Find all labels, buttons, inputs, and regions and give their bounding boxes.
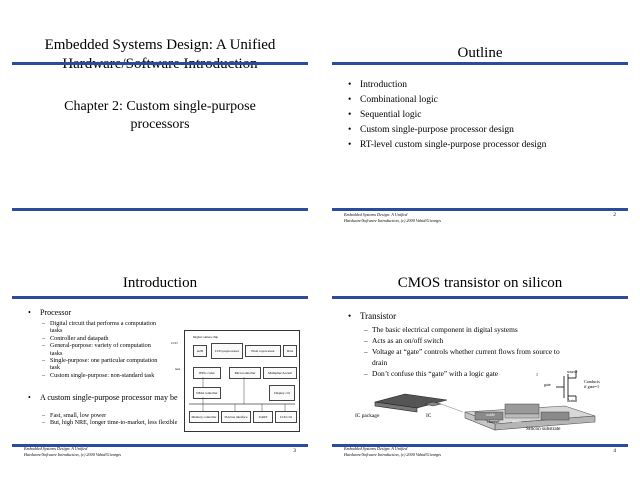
list-item: – General-purpose: variety of computation tasks bbox=[40, 342, 160, 357]
memctrl-block: Memory controller bbox=[189, 411, 219, 423]
slide-2 bbox=[320, 0, 640, 247]
slide-3 bbox=[0, 248, 320, 495]
divider-top bbox=[12, 62, 308, 65]
drain-label: drain bbox=[512, 419, 521, 424]
lens-label: lens bbox=[175, 367, 181, 371]
list-item: – Fast, small, low power bbox=[40, 412, 180, 419]
divider-bottom bbox=[12, 208, 308, 211]
pixel-block: Pixel coprocessor bbox=[245, 345, 281, 357]
chip-title: Digital camera chip bbox=[193, 335, 219, 339]
list-item: – Custom single-purpose: non-standard task bbox=[40, 372, 160, 379]
sub-list bbox=[40, 412, 180, 427]
divider-top bbox=[12, 296, 308, 299]
ic-package-label: IC package bbox=[355, 413, 380, 419]
slide-4-title: CMOS transistor on silicon bbox=[397, 275, 563, 291]
a2d-block: A2D bbox=[193, 345, 207, 357]
list-item: – Acts as an on/off switch bbox=[362, 335, 572, 346]
ccdpp-block: CCD preprocessor bbox=[211, 343, 243, 359]
list-item: • Introduction bbox=[348, 78, 546, 93]
list-item: – Controller and datapath bbox=[40, 335, 160, 342]
list-item: – Digital circuit that performs a computation tasks bbox=[40, 320, 160, 335]
channel-label: channel bbox=[487, 419, 500, 424]
slide-footer bbox=[24, 446, 121, 458]
list-item: – The basic electrical component in digital systems bbox=[362, 324, 572, 335]
list-item: • Processor bbox=[28, 308, 71, 318]
source-label: source bbox=[462, 419, 473, 424]
footer-line-1: Embedded Systems Design: A Unified bbox=[344, 212, 408, 217]
divider-top bbox=[332, 296, 628, 299]
page-number: 2 bbox=[613, 212, 616, 218]
list-item: – Single-purpose: one particular computation task bbox=[40, 357, 160, 372]
slide-1 bbox=[0, 0, 320, 247]
d2a-block: D2A bbox=[283, 345, 297, 357]
slide-3-title: Introduction bbox=[122, 275, 198, 291]
list-item: – Don’t confuse this “gate” with a logic gate bbox=[362, 368, 572, 379]
micro-block: Microcontroller bbox=[229, 367, 261, 379]
gate-value-label: 1 bbox=[536, 372, 538, 377]
chapter-line-2: processors bbox=[130, 117, 190, 132]
bullet-list bbox=[348, 310, 396, 322]
slide-footer bbox=[344, 446, 441, 458]
slide-4 bbox=[320, 248, 640, 495]
slide-2-title: Outline bbox=[457, 45, 503, 61]
silicon-cross-section bbox=[355, 382, 610, 432]
slide-footer bbox=[344, 212, 441, 224]
gate-symbol-label: gate bbox=[544, 382, 551, 387]
ccd-label: CCD bbox=[171, 341, 178, 345]
footer-line-1: Embedded Systems Design: A Unified bbox=[24, 446, 88, 451]
sub-list bbox=[40, 320, 160, 379]
display-block: Display ctrl bbox=[269, 385, 295, 401]
slide-1-title bbox=[20, 36, 300, 74]
source-symbol-label: source bbox=[567, 369, 578, 374]
list-item: – But, high NRE, longer time-to-market, less flexible bbox=[40, 419, 180, 426]
footer-line-1: Embedded Systems Design: A Unified bbox=[344, 446, 408, 451]
bullet-list bbox=[28, 308, 71, 318]
list-item: • Custom single-purpose processor design bbox=[348, 123, 546, 138]
list-item: – Voltage at “gate” controls whether current flows from source to drain bbox=[362, 346, 572, 368]
chapter-heading bbox=[20, 98, 300, 134]
drain-symbol-label: drain bbox=[567, 398, 576, 403]
footer-line-2: Hardware/Software Introduction, (c) 2000 Vahid/Givargis bbox=[24, 452, 122, 457]
chapter-line-1: Chapter 2: Custom single-purpose bbox=[64, 99, 256, 114]
footer-line-2: Hardware/Software Introduction, (c) 2000 Vahid/Givargis bbox=[344, 452, 442, 457]
divider-bottom bbox=[332, 208, 628, 211]
list-item: • Combinational logic bbox=[348, 93, 546, 108]
list-item: • Transistor bbox=[348, 310, 396, 322]
page-number: 3 bbox=[293, 448, 296, 454]
isa-block: ISA bus interface bbox=[221, 411, 251, 423]
title-line-1: Embedded Systems Design: A Unified bbox=[44, 37, 276, 53]
ic-label: IC bbox=[426, 413, 432, 419]
sub-list bbox=[362, 324, 572, 379]
divider-top bbox=[332, 62, 628, 65]
mult-block: Multiplier/Accum bbox=[263, 367, 297, 379]
oxide-label: oxide bbox=[486, 412, 495, 417]
list-item: • RT-level custom single-purpose processor design bbox=[348, 138, 546, 153]
conducts-line-2: if gate=1 bbox=[584, 384, 600, 389]
outline-list bbox=[348, 78, 546, 153]
uart-block: UART bbox=[253, 411, 273, 423]
gate-label: gate bbox=[486, 404, 494, 409]
dma-block: DMA controller bbox=[193, 387, 221, 399]
footer-line-2: Hardware/Software Introduction, (c) 2000 Vahid/Givargis bbox=[344, 218, 442, 223]
lcd-block: LCD ctrl bbox=[275, 411, 297, 423]
list-item: • Sequential logic bbox=[348, 108, 546, 123]
list-item: • A custom single-purpose processor may be bbox=[28, 393, 178, 403]
page-number: 4 bbox=[613, 448, 616, 454]
camera-chip-diagram bbox=[171, 330, 300, 432]
silicon-substrate-label: Silicon substrate bbox=[526, 426, 561, 432]
bullet-list bbox=[28, 393, 178, 403]
chip-bus-lines bbox=[185, 331, 299, 431]
conducts-line-1: Conducts bbox=[584, 379, 600, 384]
jpeg-block: JPEG codec bbox=[193, 367, 221, 379]
